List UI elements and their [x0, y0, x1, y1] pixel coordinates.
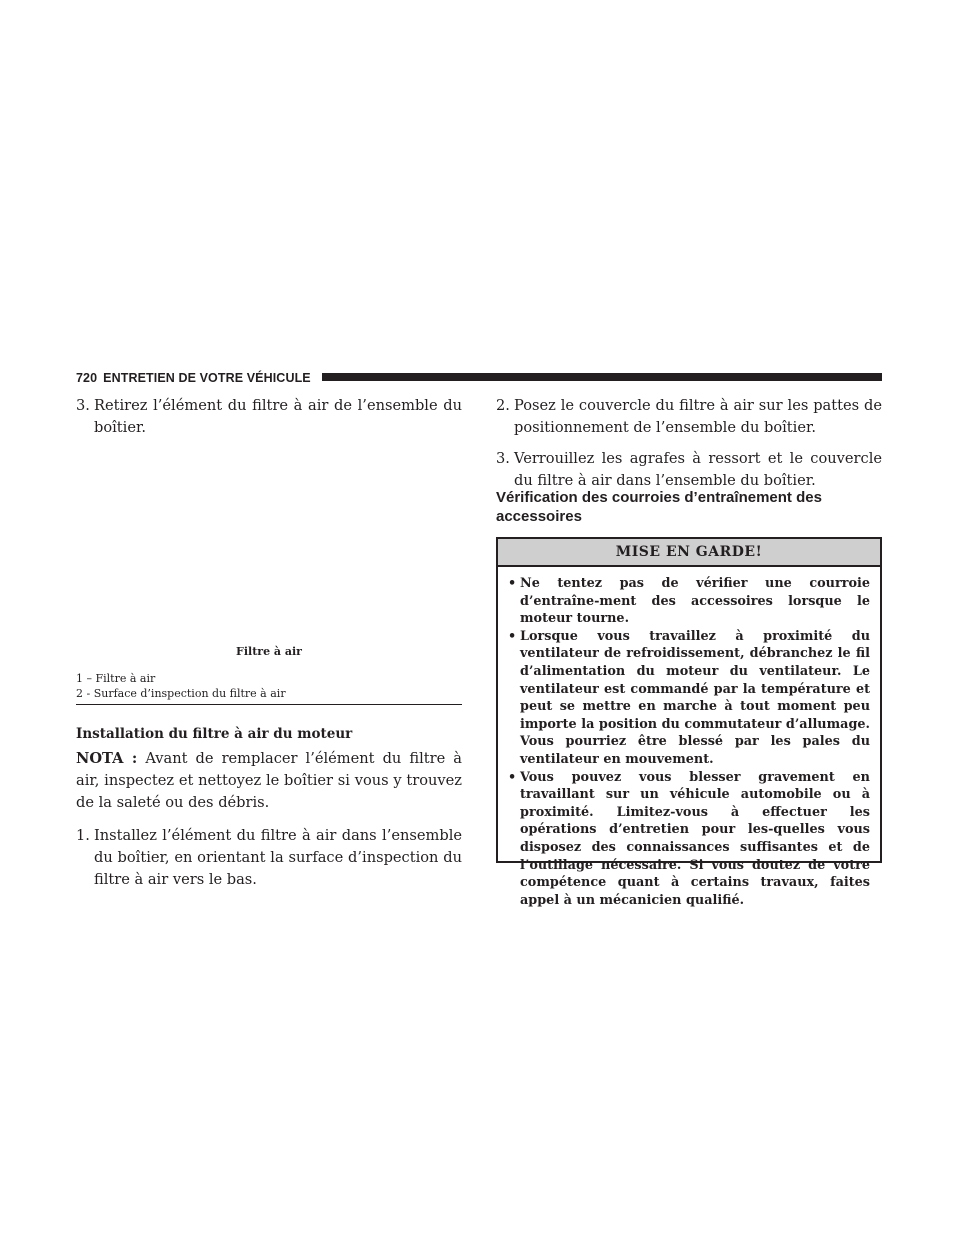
section-heading-installation: Installation du filtre à air du moteur [76, 726, 353, 742]
warning-item: • Vous pouvez vous blesser gravement en travaillant sur un véhicule automobile ou à proximité. Limitez-vous à effectuer les opérations d’entretien pour les-quelles vous disposez des connaissances suffisantes et de l’outillage nécessaire. Si vous doutez de votre compétence quant à certains travaux, faites appel à un mécanicien qualifié. [508, 769, 870, 908]
bullet-icon: • [508, 628, 517, 644]
warning-list [498, 567, 880, 909]
page-header [76, 370, 882, 386]
step-2-cover: 2. Posez le couvercle du filtre à air sur les pattes de positionnement de l’ensemble du boîtier. [496, 397, 882, 436]
header-rule [322, 373, 882, 381]
right-column-top [496, 395, 882, 492]
legend-item-1: 1 – Filtre à air [76, 672, 156, 685]
page-number: 720 [76, 371, 98, 385]
left-column-top [76, 395, 462, 439]
figure-legend [76, 671, 462, 701]
warning-item: • Lorsque vous travaillez à proximité du ventilateur de refroidissement, débranchez le fil d’alimentation du moteur du ventilateur. Le ventilateur est commandé par la température et peut se mettre en marche à tout moment peu importe la position du commutateur d’allumage. Vous pourriez être blessé par les pales du ventilateur en mouvement. [508, 628, 870, 767]
nota-text: Avant de remplacer l’élément du filtre à air, inspectez et nettoyez le boîtier si vous y trouvez de la saleté ou des débris. [76, 750, 462, 811]
section-title: ENTRETIEN DE VOTRE VÉHICULE [103, 371, 311, 385]
legend-item-2: 2 - Surface d’inspection du filtre à air [76, 687, 286, 700]
step-3-lock: 3. Verrouillez les agrafes à ressort et le couvercle du filtre à air dans l’ensemble du boîtier. [496, 450, 882, 489]
figure-image-area [76, 446, 462, 636]
step-1-install: 1. Installez l’élément du filtre à air dans l’ensemble du boîtier, en orientant la surface d’inspection du filtre à air vers le bas. [76, 827, 462, 888]
step-3-remove: 3. Retirez l’élément du filtre à air de l’ensemble du boîtier. [76, 397, 462, 436]
nota-label: NOTA : [76, 750, 138, 767]
warning-box [496, 537, 882, 908]
bullet-icon: • [508, 576, 517, 591]
header-text [76, 370, 317, 386]
warning-title: MISE EN GARDE! [498, 539, 880, 567]
figure-rule [76, 704, 462, 705]
nota-paragraph [76, 748, 462, 814]
section-heading-belts: Vérification des courroies d’entraînement des accessoires [496, 489, 822, 525]
warning-item: • Ne tentez pas de vérifier une courroie d’entraîne-ment des accessoires lorsque le moteur tourne. [508, 576, 870, 627]
figure-caption: Filtre à air [236, 645, 302, 658]
installation-block [76, 748, 462, 891]
bullet-icon: • [508, 769, 517, 785]
